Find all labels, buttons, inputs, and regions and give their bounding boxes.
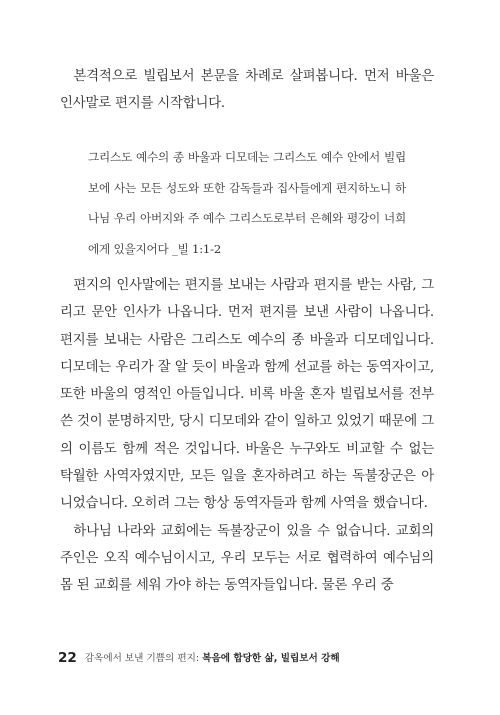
quote-text: 그리스도 예수의 종 바울과 디모데는 그리스도 예수 안에서 빌립보에 사는 모든 성도와 또한 감독들과 집사들에게 편지하노니 하나님 우리 아버지와 주 예수 그리스도로부터 은혜와 평강이 너희에게 있을지어다 bbox=[88, 150, 406, 256]
body-paragraph-2: 하나님 나라와 교회에는 독불장군이 있을 수 없습니다. 교회의 주인은 오직 예수님이시고, 우리 모두는 서로 협력하여 예수님의 몸 된 교회를 세워 가야 하는 동역자들입니다. 물론 우리 중 bbox=[60, 523, 434, 594]
body-paragraph-1: 편지의 인사말에는 편지를 보내는 사람과 편지를 받는 사람, 그리고 문안 인사가 나옵니다. 먼저 편지를 보낸 사람이 나옵니다. 편지를 보내는 사람은 그리스도 예수의 종 바울과 디모데입니다. 디모데는 우리가 잘 알 듯이 바울과 함께 선교를 하는 동역자이고, 또한 바울의 영적인 아들입니다. 비록 바울 혼자 빌립보서를 전부 쓴 것이 분명하지만, 당시 디모데와 같이 일하고 있었기 때문에 그의 이름도 함께 적은 것입니다. 바울은 누구와도 비교할 수 없는 탁월한 사역자였지만, 모든 일을 혼자하려고 하는 독불장군은 아니었습니다. 오히려 그는 항상 동역자들과 함께 사역을 했습니다. bbox=[60, 278, 434, 512]
quote-reference: _빌 1:1-2 bbox=[171, 241, 222, 256]
book-title: 감옥에서 보낸 기쁨의 편지: bbox=[84, 653, 203, 664]
book-subtitle: 복음에 합당한 삶, 빌립보서 강해 bbox=[202, 653, 340, 664]
scripture-quote bbox=[88, 142, 406, 264]
page-footer bbox=[58, 650, 340, 666]
intro-text bbox=[60, 63, 434, 118]
page-number: 22 bbox=[58, 650, 77, 666]
body-text bbox=[60, 272, 434, 600]
intro-paragraph: 본격적으로 빌립보서 본문을 차례로 살펴봅니다. 먼저 바울은 인사말로 편지를 시작합니다. bbox=[60, 69, 434, 112]
